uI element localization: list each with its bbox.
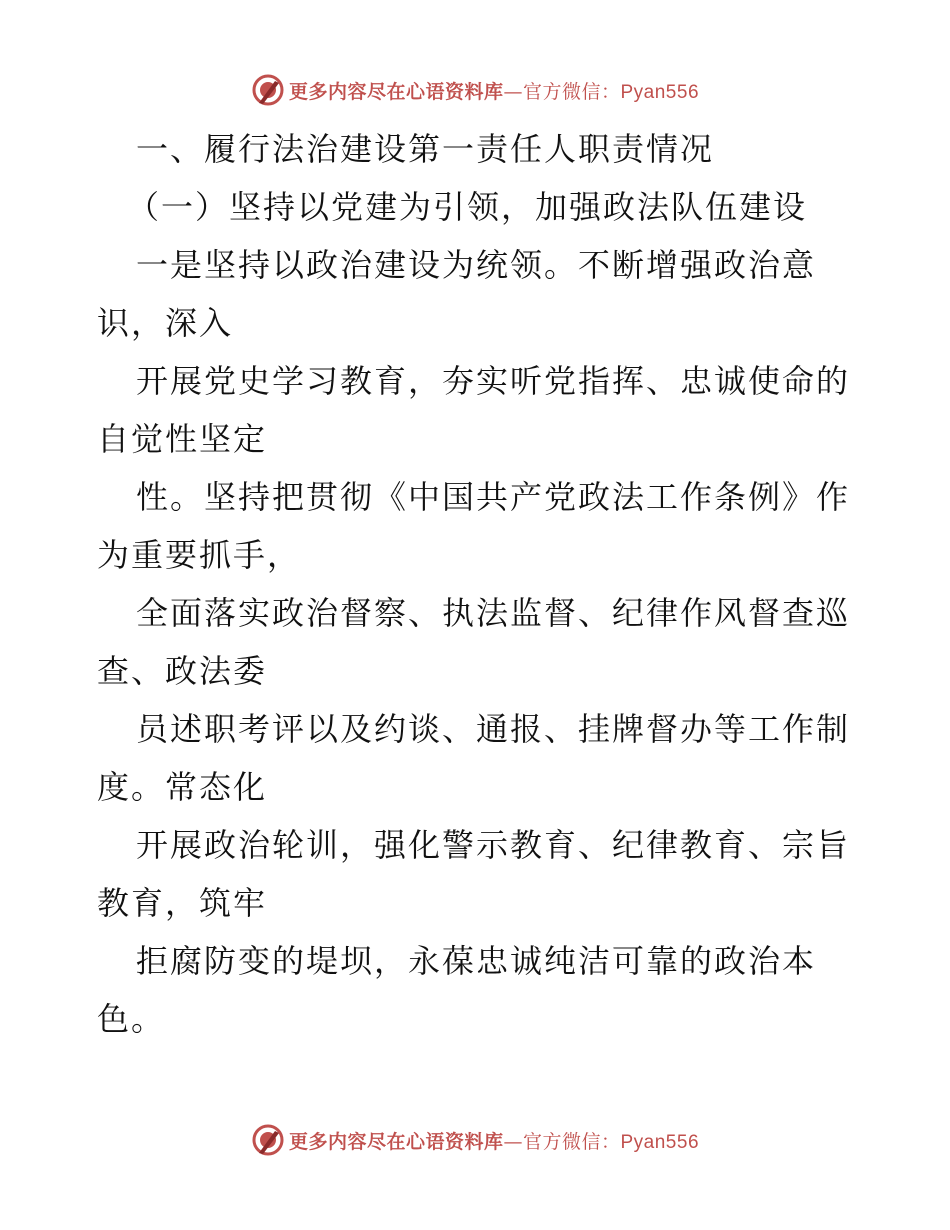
paragraph-line: 度。常态化 <box>97 768 268 806</box>
watermark-brand: 更多内容尽在心语资料库 <box>288 80 504 103</box>
watermark-banner-bottom <box>0 1120 950 1160</box>
watermark-contact-id: Pyan556 <box>620 81 700 103</box>
watermark-text <box>289 77 699 104</box>
watermark-brand: 更多内容尽在心语资料库 <box>288 1130 504 1153</box>
paragraph-line: 查、政法委 <box>97 652 268 690</box>
quill-logo-icon <box>251 1123 285 1157</box>
section-heading: 一、履行法治建设第一责任人职责情况 <box>136 130 715 168</box>
paragraph-line: 色。 <box>97 1000 166 1038</box>
paragraph-line: 识，深入 <box>97 304 234 342</box>
watermark-contact-label: 官方微信： <box>522 1130 621 1153</box>
paragraph-line: 教育，筑牢 <box>97 884 268 922</box>
paragraph-line: 一是坚持以政治建设为统领。不断增强政治意 <box>136 246 817 284</box>
paragraph-line: 员述职考评以及约谈、通报、挂牌督办等工作制 <box>136 710 851 748</box>
watermark-banner-top <box>0 70 950 110</box>
paragraph-line: 自觉性坚定 <box>97 420 268 458</box>
watermark-separator: — <box>503 1130 523 1153</box>
quill-logo-icon <box>251 73 285 107</box>
watermark-separator: — <box>503 80 523 103</box>
watermark-text <box>289 1127 699 1154</box>
watermark-contact-label: 官方微信： <box>522 80 621 103</box>
paragraph-line: 拒腐防变的堤坝，永葆忠诚纯洁可靠的政治本 <box>136 942 817 980</box>
paragraph-line: 开展政治轮训，强化警示教育、纪律教育、宗旨 <box>136 826 851 864</box>
paragraph-line: 性。坚持把贯彻《中国共产党政法工作条例》作 <box>136 478 851 516</box>
watermark-contact-id: Pyan556 <box>620 1131 700 1153</box>
subsection-heading: （一）坚持以党建为引领，加强政法队伍建设 <box>127 188 808 226</box>
paragraph-line: 为重要抓手， <box>97 536 302 574</box>
document-body <box>97 120 857 1048</box>
paragraph-line: 开展党史学习教育，夯实听党指挥、忠诚使命的 <box>136 362 851 400</box>
paragraph-line: 全面落实政治督察、执法监督、纪律作风督查巡 <box>136 594 851 632</box>
